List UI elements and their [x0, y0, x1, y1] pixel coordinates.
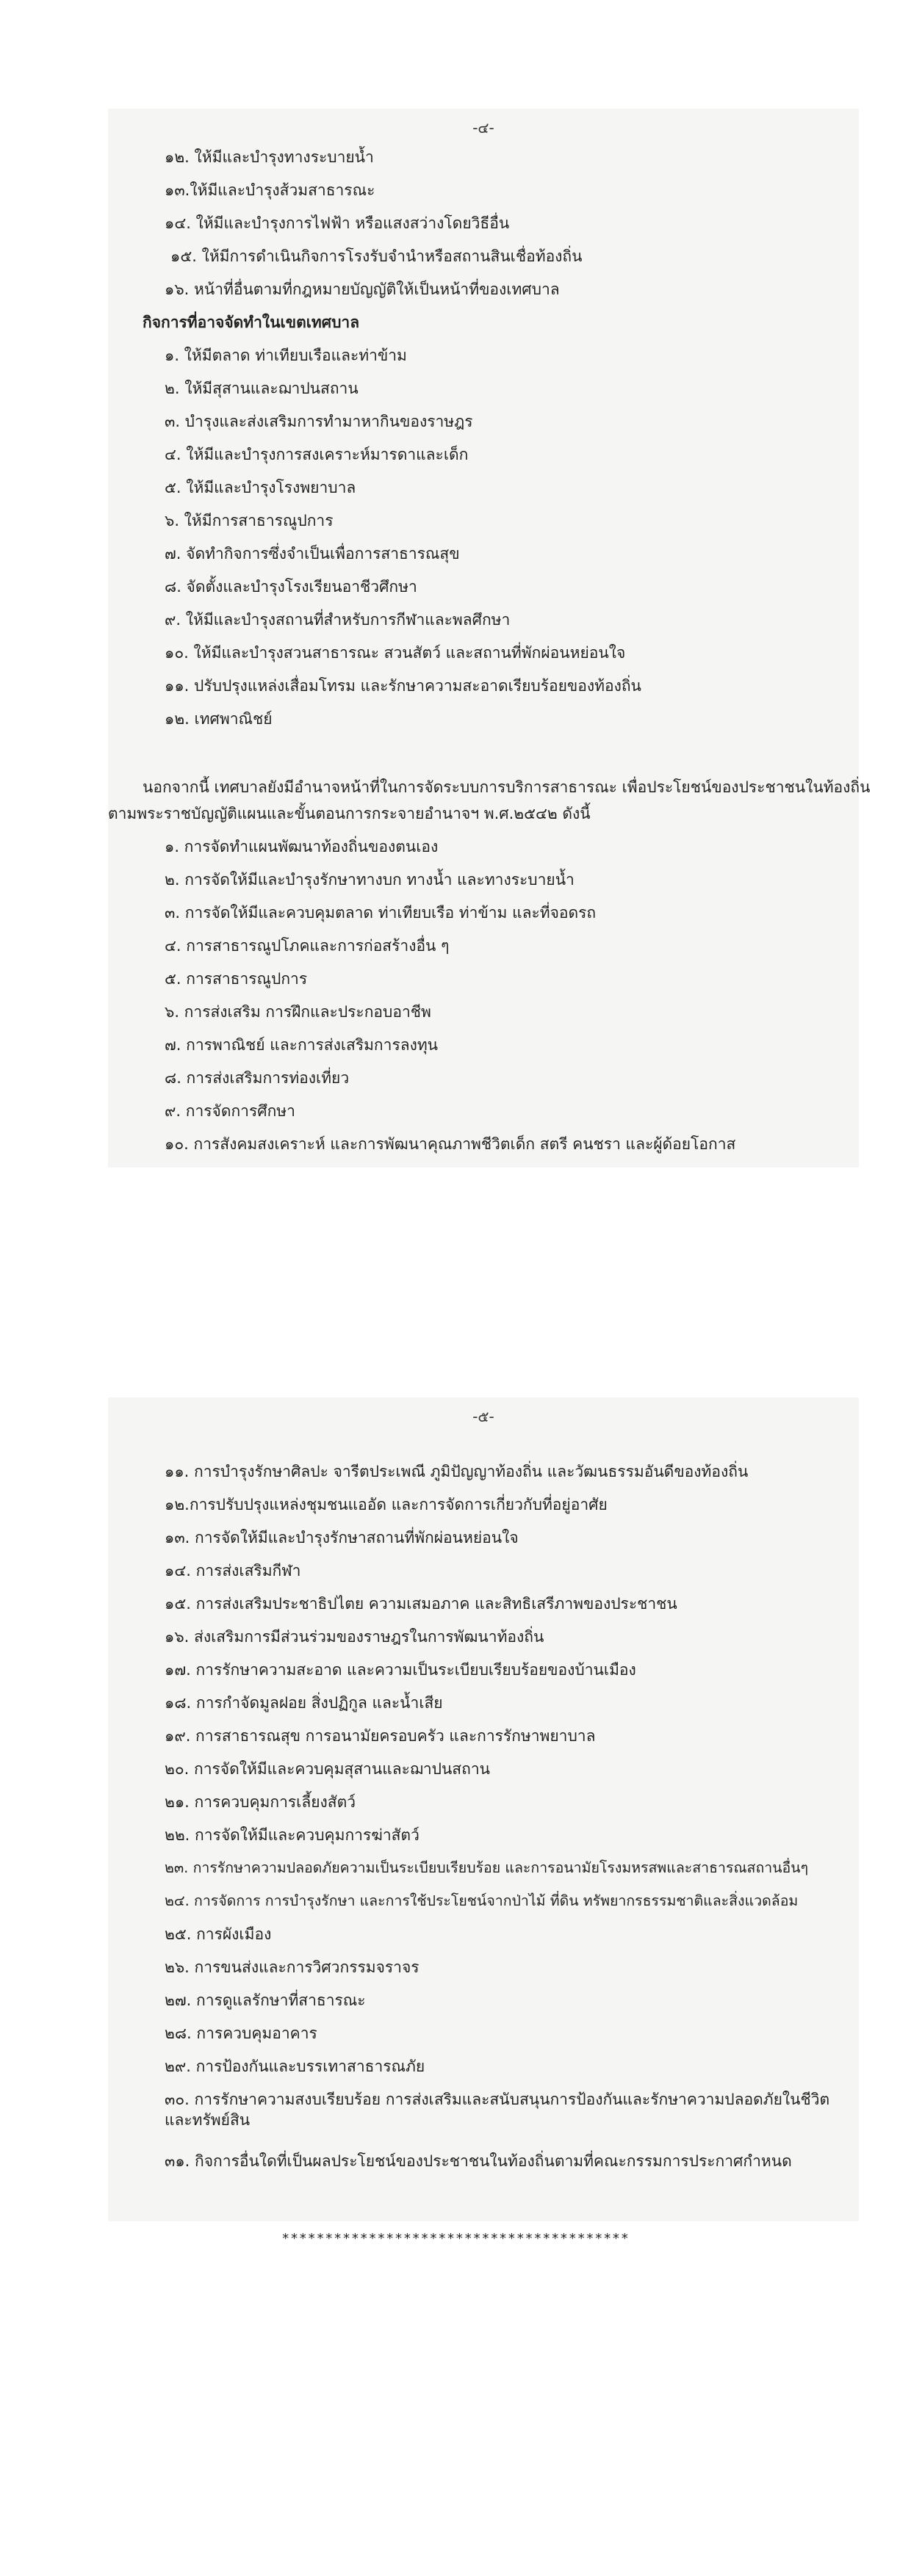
list-item: ๑๕. การส่งเสริมประชาธิปไตย ความเสมอภาค และสิทธิเสรีภาพของประชาชน [165, 1595, 677, 1613]
list-item: ๘. จัดตั้งและบำรุงโรงเรียนอาชีวศึกษา [165, 578, 417, 596]
list-item: ๑๔. การส่งเสริมกีฬา [165, 1562, 301, 1580]
list-item: ๑๖. ส่งเสริมการมีส่วนร่วมของราษฎรในการพัฒนาท้องถิ่น [165, 1628, 544, 1646]
list-item: ๗. การพาณิชย์ และการส่งเสริมการลงทุน [165, 1036, 439, 1054]
list-item: ๑๙. การสาธารณสุข การอนามัยครอบครัว และการรักษาพยาบาล [165, 1727, 596, 1745]
list-item: ๒๔. การจัดการ การบำรุงรักษา และการใช้ประโยชน์จากป่าไม้ ที่ดิน ทรัพยากรธรรมชาติและสิ่งแวดล้อม [165, 1892, 799, 1909]
list-item: ๒๗. การดูแลรักษาที่สาธารณะ [165, 1991, 366, 2009]
list-item: ๔. การสาธารณูปโภคและการก่อสร้างอื่น ๆ [165, 937, 450, 955]
list-item: ๑๗. การรักษาความสะอาด และความเป็นระเบียบเรียบร้อยของบ้านเมือง [165, 1661, 636, 1679]
list-item: ๙. ให้มีและบำรุงสถานที่สำหรับการกีฬาและพลศึกษา [165, 611, 511, 629]
list-item: ๑๓.ให้มีและบำรุงส้วมสาธารณะ [165, 181, 375, 199]
list-item: ๓๑. กิจการอื่นใดที่เป็นผลประโยชน์ของประชาชนในท้องถิ่นตามที่คณะกรรมการประกาศกำหนด [165, 2152, 792, 2170]
list-item: ๒. การจัดให้มีและบำรุงรักษาทางบก ทางน้ำ และทางระบายน้ำ [165, 871, 575, 889]
list-item: ๑๒. ให้มีและบำรุงทางระบายน้ำ [165, 148, 374, 166]
list-item: ๑๒.การปรับปรุงแหล่งชุมชนแออัด และการจัดการเกี่ยวกับที่อยู่อาศัย [165, 1496, 608, 1513]
list-item: ๑๐. การสังคมสงเคราะห์ และการพัฒนาคุณภาพชีวิตเด็ก สตรี คนชรา และผู้ด้อยโอกาส [165, 1135, 736, 1153]
paragraph-line: ตามพระราชบัญญัติแผนและขั้นตอนการกระจายอำนาจฯ พ.ศ.๒๕๔๒ ดังนี้ [108, 805, 591, 822]
list-item: ๑๑. การบำรุงรักษาศิลปะ จารีตประเพณี ภูมิปัญญาท้องถิ่น และวัฒนธรรมอันดีของท้องถิ่น [165, 1463, 749, 1480]
list-item: ๒. ให้มีสุสานและฌาปนสถาน [165, 380, 359, 397]
list-item: ๒๐. การจัดให้มีและควบคุมสุสานและฌาปนสถาน [165, 1760, 490, 1778]
list-item: ๑๓. การจัดให้มีและบำรุงรักษาสถานที่พักผ่อนหย่อนใจ [165, 1529, 519, 1546]
list-item: ๓. การจัดให้มีและควบคุมตลาด ท่าเทียบเรือ ท่าข้าม และที่จอดรถ [165, 904, 597, 922]
list-item: ๕. ให้มีและบำรุงโรงพยาบาล [165, 479, 356, 496]
page-number: -๕- [472, 1408, 494, 1425]
list-item: ๑๑. ปรับปรุงแหล่งเสื่อมโทรม และรักษาความสะอาดเรียบร้อยของท้องถิ่น [165, 677, 641, 695]
list-item: ๘. การส่งเสริมการท่องเที่ยว [165, 1069, 350, 1087]
page-number: -๔- [472, 119, 494, 137]
list-item: ๓. บำรุงและส่งเสริมการทำมาหากินของราษฎร [165, 413, 473, 430]
page-4 [108, 109, 871, 1168]
list-item: ๓๐. การรักษาความสงบเรียบร้อย การส่งเสริมและสนับสนุนการป้องกันและรักษาความปลอดภัยในชีวิตและทรัพย์สิน [165, 2091, 830, 2129]
list-item: ๒๖. การขนส่งและการวิศวกรรมจราจร [165, 1958, 420, 1976]
list-item: ๙. การจัดการศึกษา [165, 1102, 295, 1120]
list-item: ๑๐. ให้มีและบำรุงสวนสาธารณะ สวนสัตว์ และสถานที่พักผ่อนหย่อนใจ [165, 644, 626, 662]
list-item: ๒๕. การผังเมือง [165, 1925, 272, 1943]
paragraph-line: นอกจากนี้ เทศบาลยังมีอำนาจหน้าที่ในการจัดระบบการบริการสาธารณะ เพื่อประโยชน์ของประชาชนในท้องถิ่น [143, 778, 871, 796]
list-item: ๑๘. การกำจัดมูลฝอย สิ่งปฏิกูล และน้ำเสีย [165, 1694, 443, 1712]
list-item: ๒๙. การป้องกันและบรรเทาสาธารณภัย [165, 2058, 425, 2075]
list-item: ๖. การส่งเสริม การฝึกและประกอบอาชีพ [165, 1003, 431, 1021]
list-item: ๑๔. ให้มีและบำรุงการไฟฟ้า หรือแสงสว่างโดยวิธีอื่น [165, 214, 510, 232]
list-item: ๒๒. การจัดให้มีและควบคุมการฆ่าสัตว์ [165, 1826, 420, 1844]
page-5 [108, 1397, 859, 2221]
list-item: ๑๒. เทศพาณิชย์ [165, 710, 273, 728]
list-item: ๔. ให้มีและบำรุงการสงเคราะห์มารดาและเด็ก [165, 446, 469, 463]
list-item: ๑. ให้มีตลาด ท่าเทียบเรือและท่าข้าม [165, 347, 407, 364]
separator: **************************************** [281, 2231, 630, 2246]
list-item: ๒๑. การควบคุมการเลี้ยงสัตว์ [165, 1793, 356, 1811]
list-item: ๑. การจัดทำแผนพัฒนาท้องถิ่นของตนเอง [165, 838, 439, 855]
list-item: ๕. การสาธารณูปการ [165, 970, 308, 988]
list-item: ๗. จัดทำกิจการซึ่งจำเป็นเพื่อการสาธารณสุข [165, 545, 460, 562]
list-item: ๑๕. ให้มีการดำเนินกิจการโรงรับจำนำหรือสถานสินเชื่อท้องถิ่น [170, 247, 583, 265]
list-item: ๒๓. การรักษาความปลอดภัยความเป็นระเบียบเรียบร้อย และการอนามัยโรงมหรสพและสาธารณสถานอื่นๆ [165, 1859, 809, 1876]
section-heading: กิจการที่อาจจัดทำในเขตเทศบาล [143, 314, 360, 331]
list-item: ๖. ให้มีการสาธารณูปการ [165, 512, 334, 529]
list-item: ๑๖. หน้าที่อื่นตามที่กฎหมายบัญญัติให้เป็นหน้าที่ของเทศบาล [165, 281, 560, 298]
list-item: ๒๘. การควบคุมอาคาร [165, 2025, 317, 2042]
